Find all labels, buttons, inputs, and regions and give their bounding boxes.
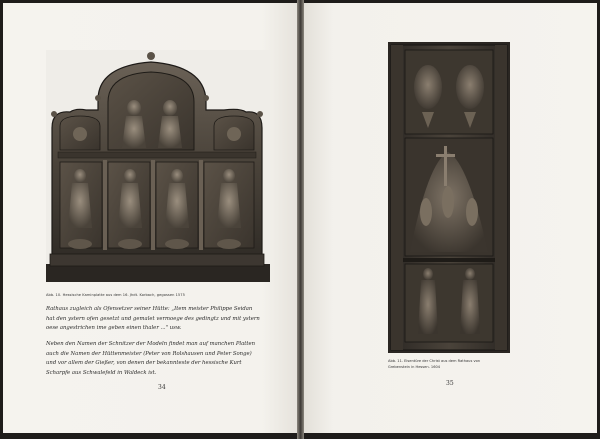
text-line: hat den ystern ofen gesetzt und gemalet vermoege des gedingtz und mit ystern: [46, 315, 260, 322]
caption-line: Grebenstein in Hessen. 1604: [388, 365, 441, 369]
body-paragraph-1: [46, 305, 278, 334]
text-line: oese angestrichen ime geben einen thaler ..." usw.: [46, 325, 182, 332]
fireback-figure-caption: Abb. 10. Hessische Kaminplatte aus dem 16. Jhdt. Korbach, gegossen 1575: [46, 293, 185, 297]
text-line: Rathaus zugleich als Ofensetzer seiner Hütte: „Item meister Philippe Seidan: [46, 306, 253, 312]
text-line: Neben den Namen der Schnitzer der Modeln findet man auf manchen Platten: [46, 341, 256, 347]
fireback-photo: [46, 50, 270, 282]
body-paragraph-2: [46, 340, 278, 378]
book-gutter: [297, 0, 304, 439]
page-number-left: 34: [158, 384, 166, 391]
text-line: Scharpfe aus Schwalefeld in Waldeck ist.: [46, 369, 157, 376]
page-number-right: 35: [446, 380, 454, 387]
text-line: und vor allem der Gießer, von denen der bekannteste der hessische Kurt: [46, 360, 242, 367]
caption-line: Abb. 11. Eisentüre der Christ aus dem Rathaus von: [388, 359, 481, 363]
door-figure-caption: [388, 358, 518, 370]
iron-door-photo: [388, 42, 510, 353]
text-line: auch die Namen der Hüttenmeister (Peter von Rolshausen und Peter Songe): [46, 350, 252, 357]
